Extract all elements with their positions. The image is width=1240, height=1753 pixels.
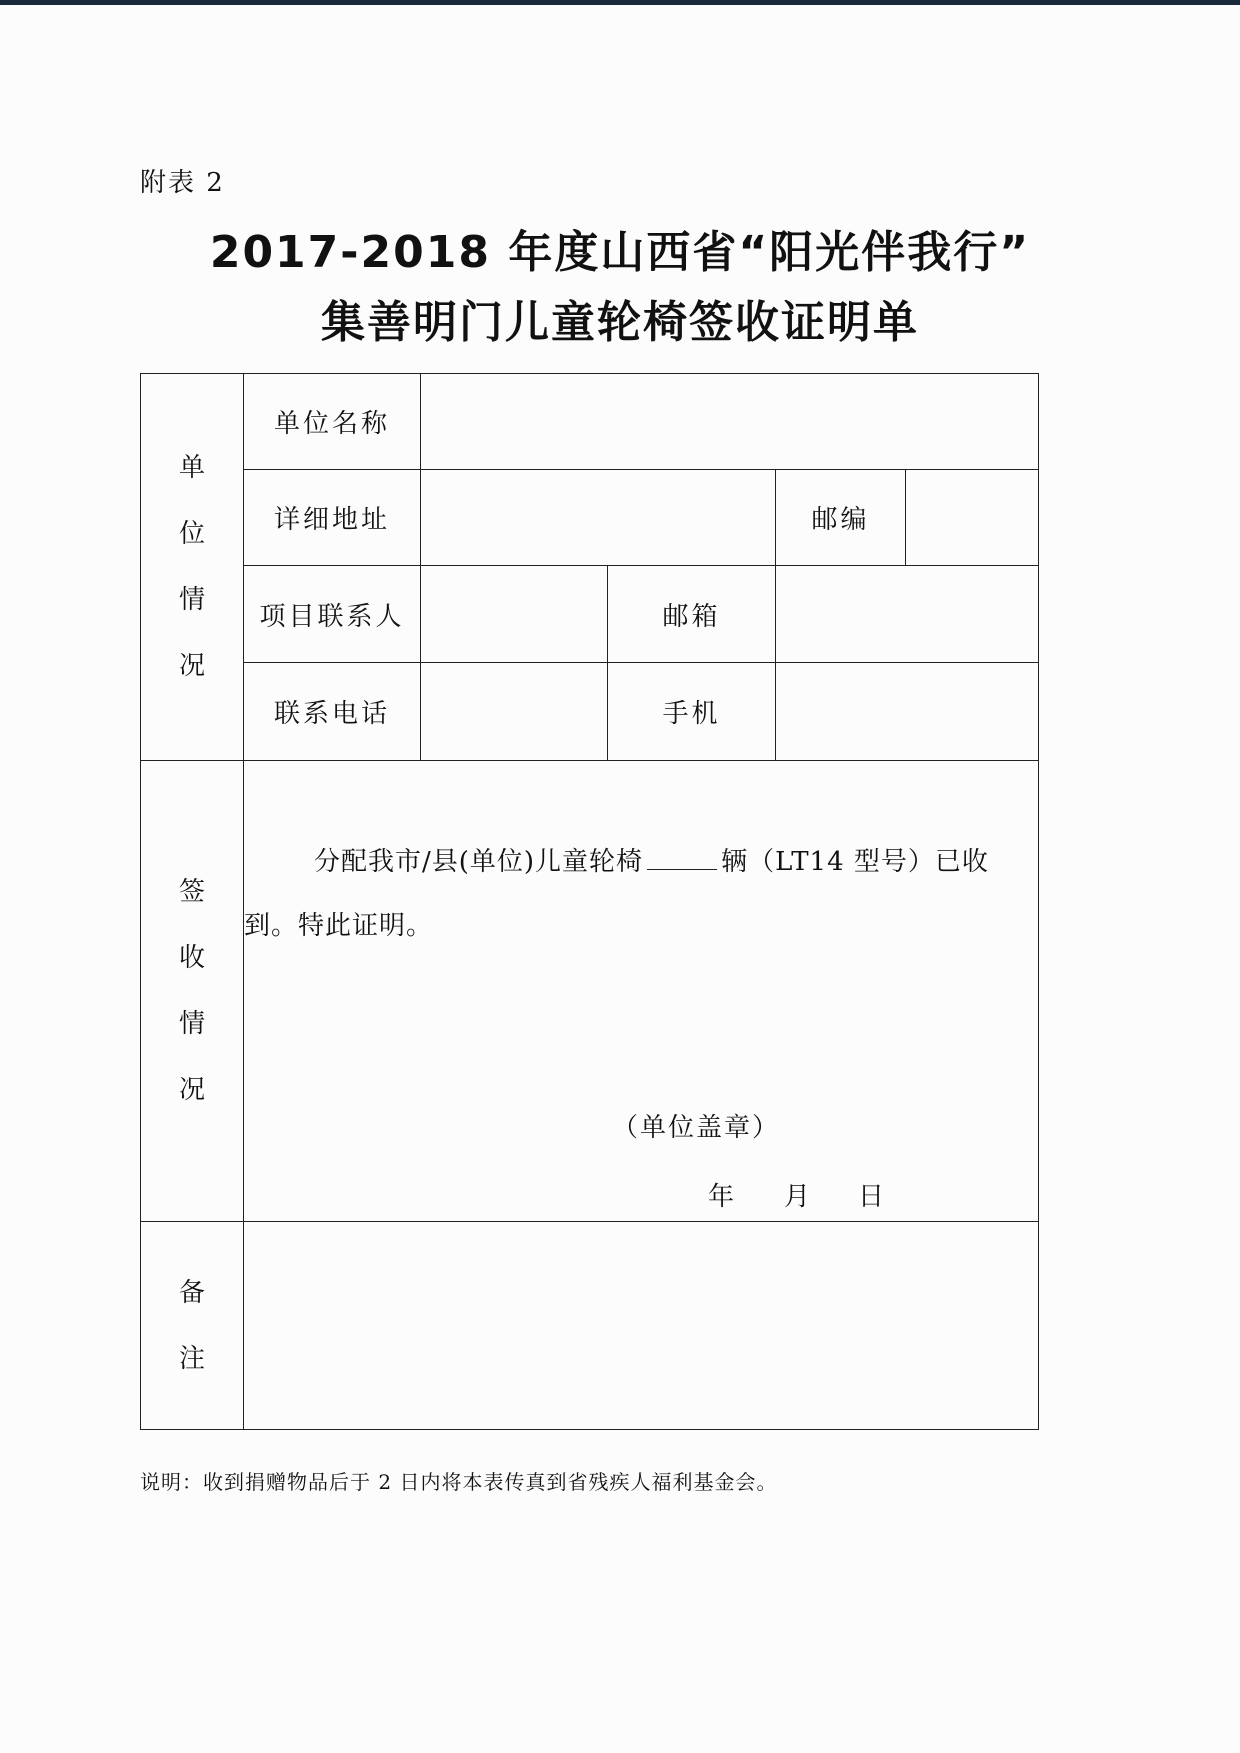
receipt-text-part2: 辆（LT14 型号）已收 (721, 847, 989, 877)
unit-name-label: 单位名称 (244, 374, 421, 470)
contact-field[interactable] (421, 566, 608, 663)
address-field[interactable] (421, 470, 776, 566)
stamp-label: （单位盖章） (612, 1113, 781, 1143)
date-month: 月 (784, 1182, 811, 1212)
contact-label: 项目联系人 (244, 566, 421, 663)
receipt-statement (244, 830, 1034, 958)
remarks-heading: 备 注 (141, 1222, 244, 1430)
annex-label: 附表 2 (140, 168, 225, 198)
email-field[interactable] (776, 566, 1039, 663)
receipt-text-line2: 到。特此证明。 (244, 911, 434, 941)
postcode-field[interactable] (906, 470, 1039, 566)
receipt-section-heading: 签 收 情 况 (141, 761, 244, 1222)
mobile-field[interactable] (776, 663, 1039, 761)
quantity-blank[interactable] (647, 847, 717, 870)
remarks-field[interactable] (244, 1222, 1039, 1430)
receipt-text-part1: 分配我市/县(单位)儿童轮椅 (314, 847, 644, 877)
date-day: 日 (858, 1182, 885, 1212)
title-line-2: 集善明门儿童轮椅签收证明单 (321, 297, 919, 348)
email-label: 邮箱 (608, 566, 776, 663)
scan-edge (0, 0, 1240, 5)
address-label: 详细地址 (244, 470, 421, 566)
mobile-label: 手机 (608, 663, 776, 761)
postcode-label: 邮编 (776, 470, 906, 566)
phone-label: 联系电话 (244, 663, 421, 761)
date-year: 年 (708, 1182, 735, 1212)
footnote: 说明：收到捐赠物品后于 2 日内将本表传真到省残疾人福利基金会。 (140, 1470, 778, 1494)
title-line-1: 2017-2018 年度山西省“阳光伴我行” (209, 227, 1031, 278)
unit-name-field[interactable] (421, 374, 1039, 470)
phone-field[interactable] (421, 663, 608, 761)
unit-section-heading: 单 位 情 况 (141, 374, 244, 761)
